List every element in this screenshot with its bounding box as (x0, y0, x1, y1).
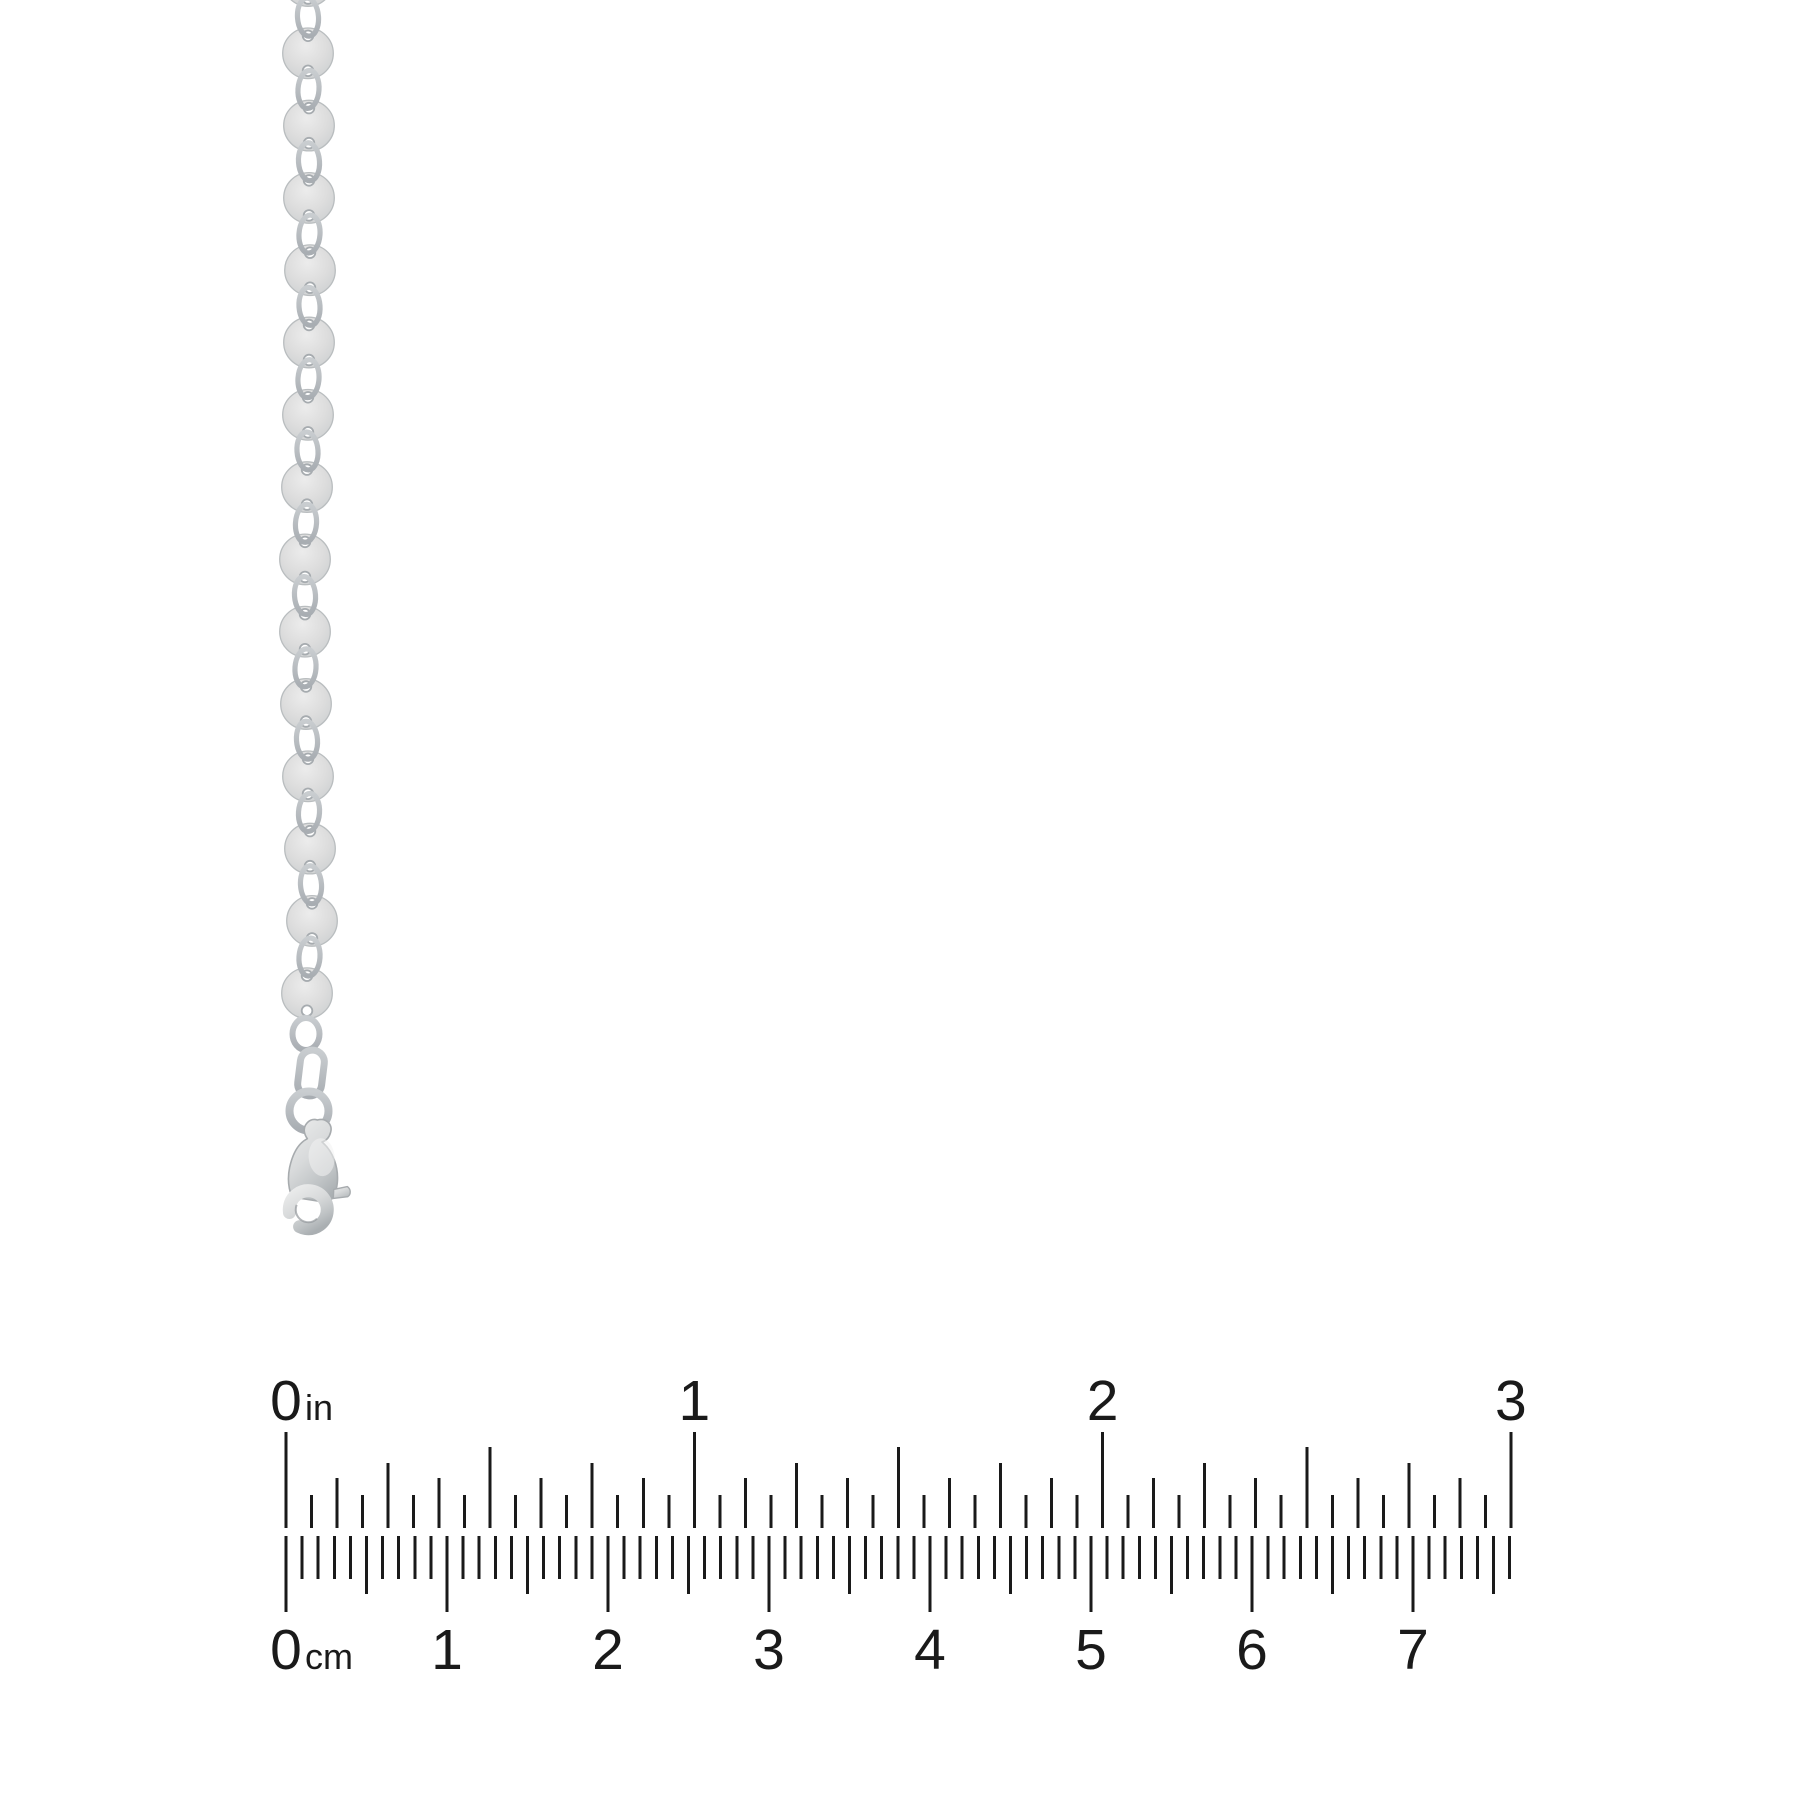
inch-tick-quarter (387, 1463, 390, 1528)
cm-tick-tenth (301, 1536, 304, 1579)
cm-tick-unit (1412, 1536, 1415, 1612)
cm-tick-tenth (1299, 1536, 1302, 1579)
inch-tick-sixteenth (1025, 1495, 1028, 1528)
cm-tick-tenth (832, 1536, 835, 1579)
inch-tick-sixteenth (1433, 1495, 1436, 1528)
inch-tick-eighth (642, 1478, 645, 1528)
inch-tick-half (897, 1447, 900, 1528)
cm-tick-tenth (333, 1536, 336, 1579)
cm-tick-tenth (784, 1536, 787, 1579)
cm-tick-half (687, 1536, 690, 1594)
cm-tick-tenth (655, 1536, 658, 1579)
cm-tick-tenth (397, 1536, 400, 1579)
cm-tick-tenth (574, 1536, 577, 1579)
cm-label-5: 5 (1075, 1618, 1107, 1682)
cm-tick-tenth (912, 1536, 915, 1579)
necklace-chain (280, 0, 338, 1019)
cm-tick-tenth (945, 1536, 948, 1579)
cm-tick-unit (929, 1536, 932, 1612)
cm-tick-tenth (751, 1536, 754, 1579)
inch-tick-sixteenth (361, 1495, 364, 1528)
cm-tick-tenth (1476, 1536, 1479, 1579)
cm-tick-unit (768, 1536, 771, 1612)
cm-label-7: 7 (1397, 1618, 1429, 1682)
inch-label-1: 1 (678, 1369, 711, 1433)
inch-tick-sixteenth (1127, 1495, 1130, 1528)
cm-tick-tenth (1202, 1536, 1205, 1579)
inch-tick-sixteenth (769, 1495, 772, 1528)
cm-tick-tenth (510, 1536, 513, 1579)
cm-tick-tenth (381, 1536, 384, 1579)
cm-tick-tenth (1395, 1536, 1398, 1579)
inch-tick-sixteenth (514, 1495, 517, 1528)
cm-tick-tenth (478, 1536, 481, 1579)
inch-tick-unit (693, 1432, 696, 1528)
cm-tick-tenth (1106, 1536, 1109, 1579)
cm-tick-tenth (816, 1536, 819, 1579)
inch-tick-unit (285, 1432, 288, 1528)
inch-tick-eighth (846, 1478, 849, 1528)
cm-tick-tenth (1234, 1536, 1237, 1579)
cm-tick-tenth (542, 1536, 545, 1579)
inch-tick-sixteenth (718, 1495, 721, 1528)
inch-tick-eighth (948, 1478, 951, 1528)
cm-tick-tenth (413, 1536, 416, 1579)
cm-tick-half (365, 1536, 368, 1594)
cm-tick-unit (1090, 1536, 1093, 1612)
cm-tick-half (1170, 1536, 1173, 1594)
cm-label-3: 3 (753, 1618, 785, 1682)
inch-tick-sixteenth (1484, 1495, 1487, 1528)
cm-tick-half (1331, 1536, 1334, 1594)
cm-tick-tenth (1428, 1536, 1431, 1579)
cm-tick-tenth (1057, 1536, 1060, 1579)
inch-tick-sixteenth (974, 1495, 977, 1528)
inch-unit-label: in (305, 1387, 334, 1428)
cm-tick-tenth (1283, 1536, 1286, 1579)
disc-bottom-hole (302, 1005, 313, 1016)
cm-tick-tenth (880, 1536, 883, 1579)
cm-tick-unit (1251, 1536, 1254, 1612)
inch-tick-sixteenth (1280, 1495, 1283, 1528)
cm-tick-tenth (1122, 1536, 1125, 1579)
inch-label-2: 2 (1086, 1369, 1119, 1433)
cm-tick-half (526, 1536, 529, 1594)
inch-tick-sixteenth (820, 1495, 823, 1528)
inch-tick-quarter (999, 1463, 1002, 1528)
cm-label-6: 6 (1236, 1618, 1268, 1682)
inch-tick-sixteenth (871, 1495, 874, 1528)
lobster-clasp (281, 1116, 361, 1235)
cm-tick-tenth (864, 1536, 867, 1579)
cm-tick-tenth (800, 1536, 803, 1579)
cm-tick-tenth (1041, 1536, 1044, 1579)
clasp-hook (287, 1188, 330, 1231)
cm-label-0: 0 (270, 1618, 302, 1682)
inch-tick-eighth (438, 1478, 441, 1528)
cm-tick-tenth (671, 1536, 674, 1579)
inch-tick-sixteenth (310, 1495, 313, 1528)
inch-tick-eighth (1356, 1478, 1359, 1528)
cm-tick-tenth (623, 1536, 626, 1579)
cm-tick-tenth (1315, 1536, 1318, 1579)
inch-tick-sixteenth (1178, 1495, 1181, 1528)
inch-tick-eighth (540, 1478, 543, 1528)
cm-tick-tenth (896, 1536, 899, 1579)
cm-tick-tenth (1138, 1536, 1141, 1579)
cm-tick-tenth (349, 1536, 352, 1579)
inch-tick-eighth (1458, 1478, 1461, 1528)
cm-label-4: 4 (914, 1618, 946, 1682)
inch-tick-eighth (1254, 1478, 1257, 1528)
cm-tick-tenth (1460, 1536, 1463, 1579)
inch-label-0: 0 (270, 1369, 302, 1433)
inch-tick-half (489, 1447, 492, 1528)
inch-tick-eighth (744, 1478, 747, 1528)
cm-tick-tenth (1073, 1536, 1076, 1579)
cm-tick-tenth (961, 1536, 964, 1579)
cm-tick-tenth (1379, 1536, 1382, 1579)
inch-tick-eighth (336, 1478, 339, 1528)
cm-tick-half (1009, 1536, 1012, 1594)
cm-tick-tenth (1267, 1536, 1270, 1579)
inch-tick-quarter (795, 1463, 798, 1528)
inch-tick-quarter (1407, 1463, 1410, 1528)
inch-tick-unit (1101, 1432, 1104, 1528)
inch-tick-quarter (591, 1463, 594, 1528)
cm-tick-half (848, 1536, 851, 1594)
cm-tick-tenth (977, 1536, 980, 1579)
chain-end-links (290, 1018, 329, 1131)
inch-tick-quarter (1203, 1463, 1206, 1528)
inch-tick-sixteenth (1382, 1495, 1385, 1528)
cm-tick-tenth (719, 1536, 722, 1579)
ruler (270, 1369, 1527, 1682)
inch-tick-sixteenth (412, 1495, 415, 1528)
inch-tick-sixteenth (1331, 1495, 1334, 1528)
cm-tick-tenth (703, 1536, 706, 1579)
cm-tick-unit (446, 1536, 449, 1612)
cm-tick-tenth (1347, 1536, 1350, 1579)
cm-tick-unit (607, 1536, 610, 1612)
cm-tick-tenth (1186, 1536, 1189, 1579)
cm-tick-tenth (639, 1536, 642, 1579)
cm-tick-tenth (462, 1536, 465, 1579)
cm-label-1: 1 (431, 1618, 463, 1682)
inch-tick-sixteenth (616, 1495, 619, 1528)
cm-tick-tenth (590, 1536, 593, 1579)
cm-tick-tenth (1218, 1536, 1221, 1579)
cm-tick-tenth (1363, 1536, 1366, 1579)
inch-tick-sixteenth (565, 1495, 568, 1528)
cm-tick-tenth (429, 1536, 432, 1579)
cm-tick-tenth (1154, 1536, 1157, 1579)
end-small-ring (293, 1018, 320, 1050)
cm-tick-tenth (558, 1536, 561, 1579)
cm-tick-tenth (1508, 1536, 1511, 1579)
cm-tick-tenth (494, 1536, 497, 1579)
cm-tick-tenth (993, 1536, 996, 1579)
inch-tick-sixteenth (667, 1495, 670, 1528)
inch-tick-eighth (1152, 1478, 1155, 1528)
inch-tick-sixteenth (1229, 1495, 1232, 1528)
cm-unit-label: cm (305, 1636, 353, 1677)
inch-tick-unit (1509, 1432, 1512, 1528)
inch-tick-sixteenth (922, 1495, 925, 1528)
inch-tick-sixteenth (463, 1495, 466, 1528)
inch-tick-sixteenth (1076, 1495, 1079, 1528)
cm-tick-tenth (735, 1536, 738, 1579)
cm-label-2: 2 (592, 1618, 624, 1682)
cm-tick-tenth (1025, 1536, 1028, 1579)
inch-tick-eighth (1050, 1478, 1053, 1528)
cm-tick-half (1492, 1536, 1495, 1594)
inch-tick-half (1305, 1447, 1308, 1528)
cm-tick-unit (285, 1536, 288, 1612)
cm-tick-tenth (1444, 1536, 1447, 1579)
cm-tick-tenth (317, 1536, 320, 1579)
inch-label-3: 3 (1495, 1369, 1527, 1433)
